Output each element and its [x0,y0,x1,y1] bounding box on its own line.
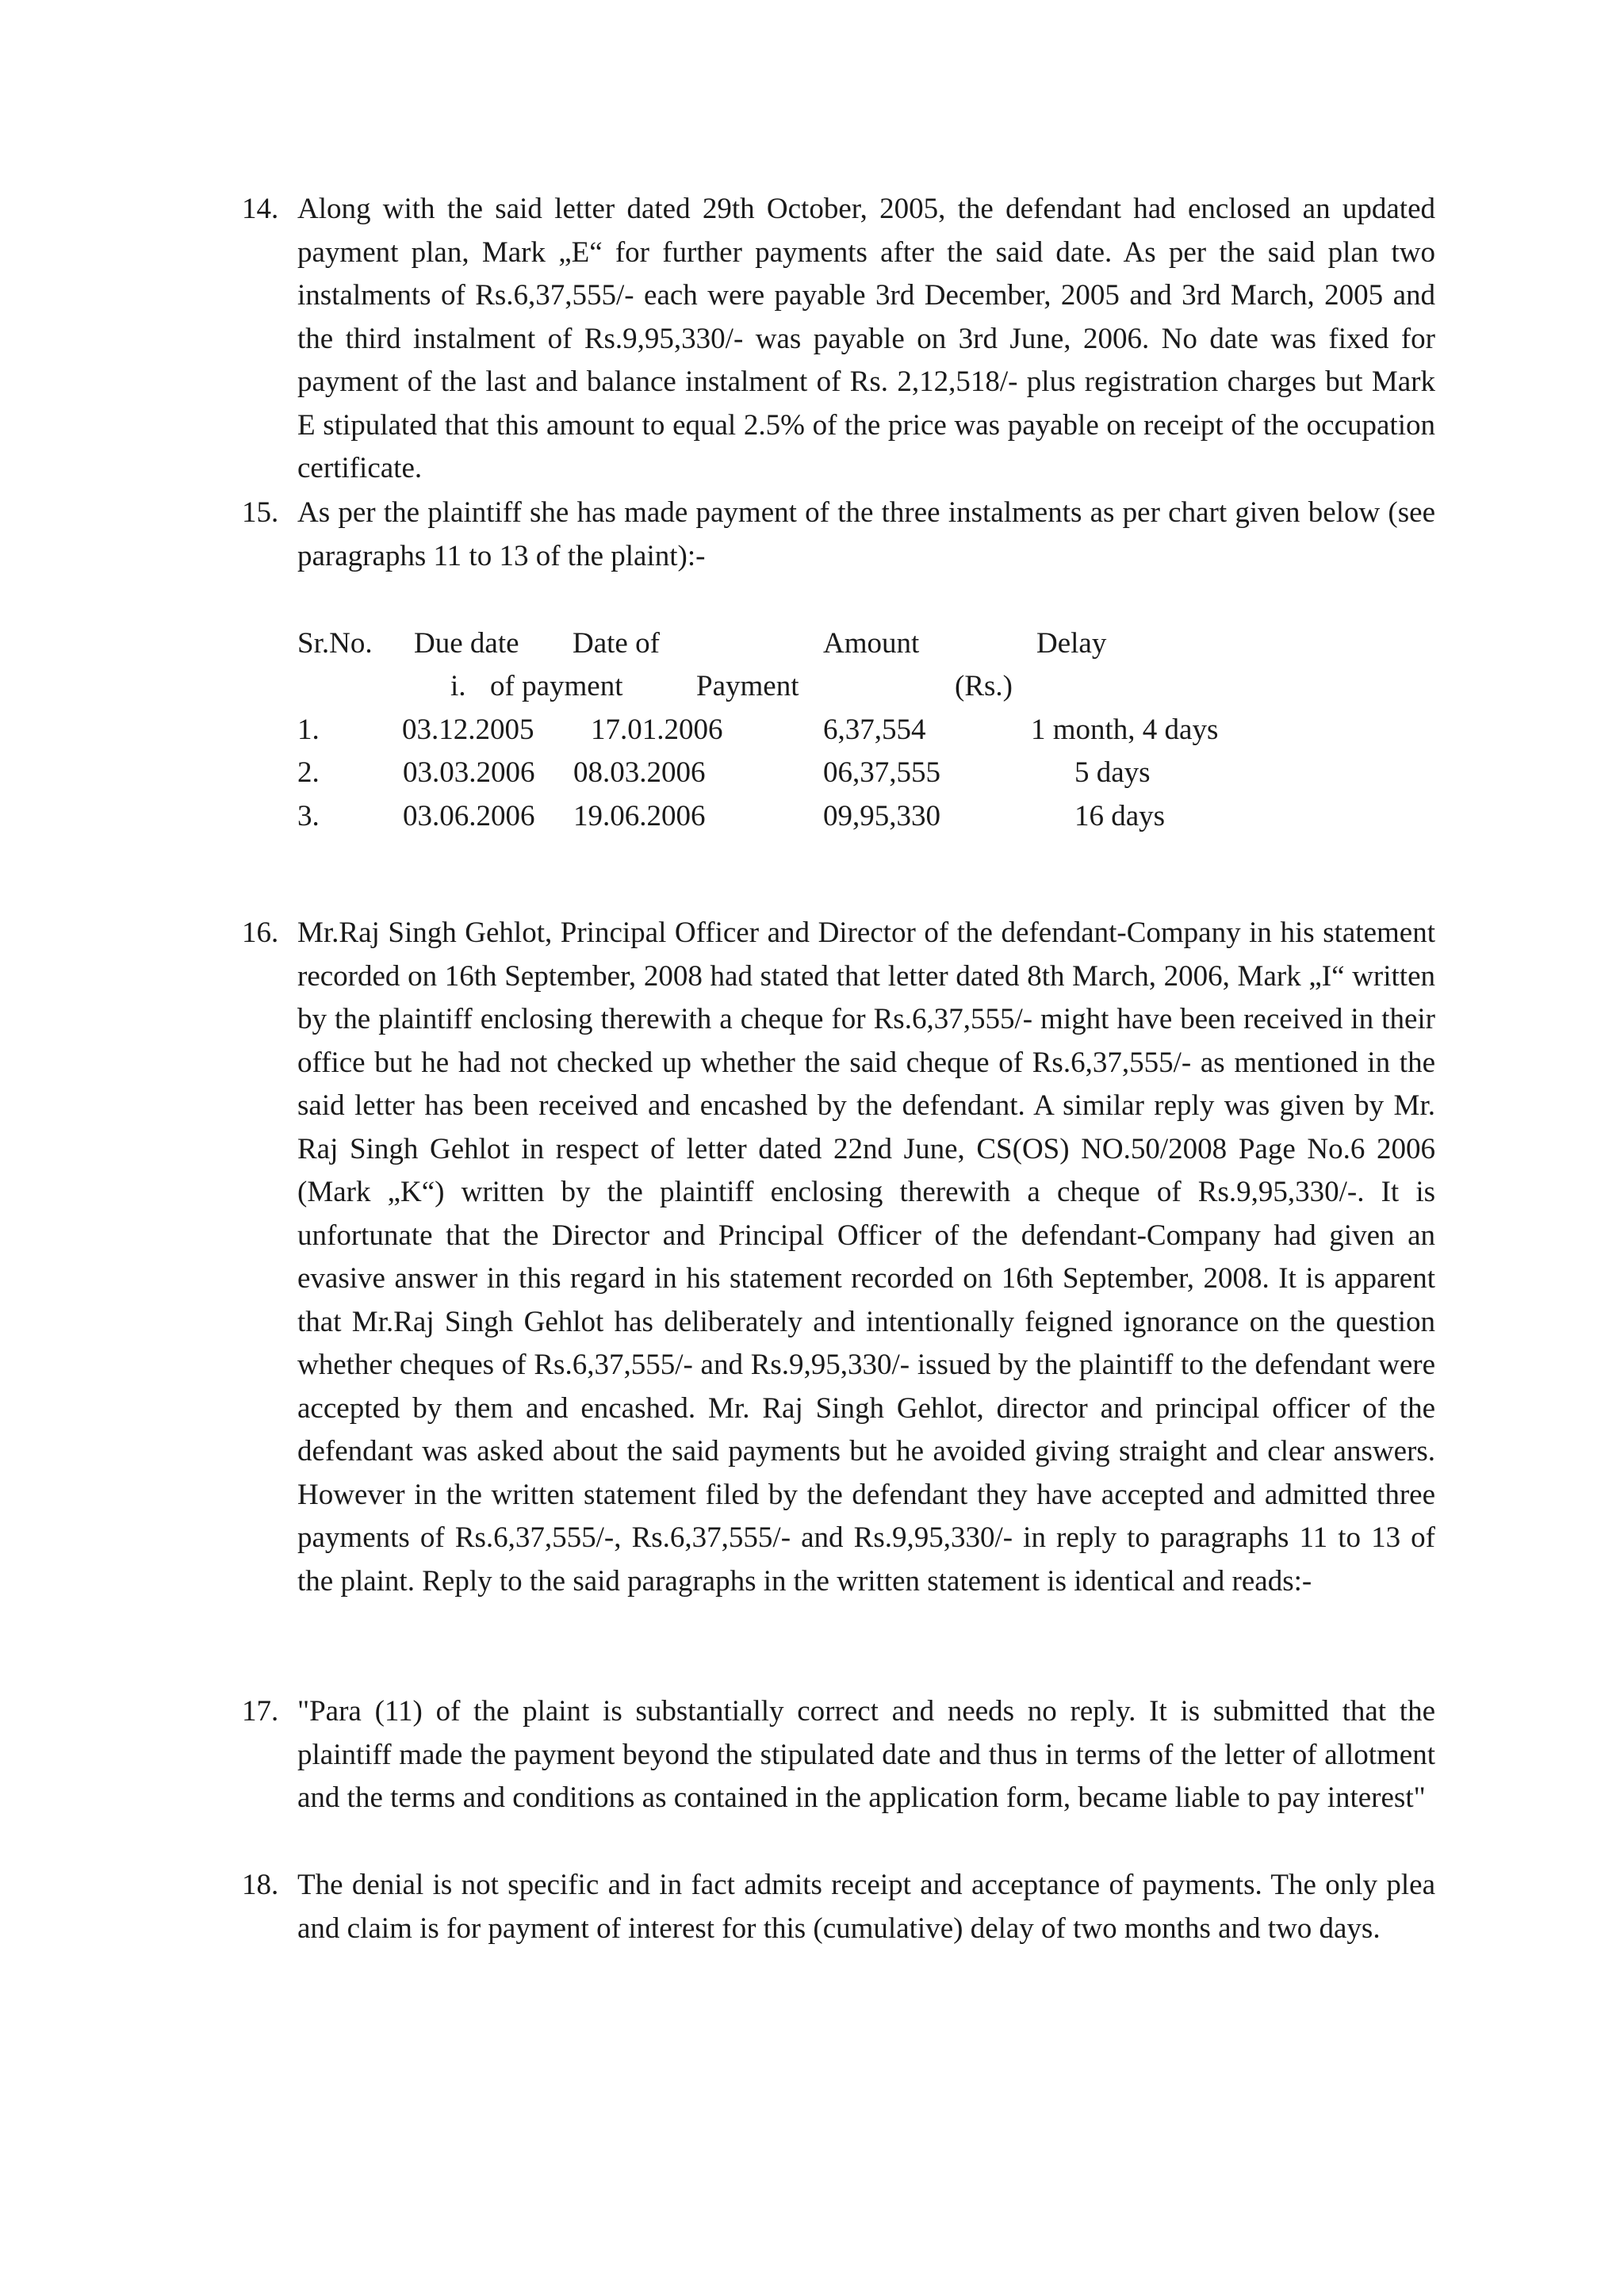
table-row-1-payment-date: 17.01.2006 [591,714,723,746]
header-delay: Delay [1036,627,1107,660]
paragraph-text: The denial is not specific and in fact admits receipt and acceptance of payments. The only plea and claim is for payment of interest for this (cumulative) delay of two months and two days. [297,1869,1435,1945]
paragraph-number: 17. [242,1695,279,1728]
header-rs: (Rs.) [955,670,1013,702]
table-row-1-due-date: 03.12.2005 [402,714,534,746]
paragraph-text: Mr.Raj Singh Gehlot, Principal Officer and Director of the defendant-Company in his statement recorded on 16th September, 2008 had stated that letter dated 8th March, 2006, Mark „I“ written by the plaintiff enclosing therewith a cheque for Rs.6,37,555/- might have been received in their office but he had not checked up whether the said cheque of Rs.6,37,555/- as mentioned in the said letter has been received and encashed by the defendant. A similar reply was given by Mr. Raj Singh Gehlot in respect of letter dated 22nd June, CS(OS) NO.50/2008 Page No.6 2006 (Mark „K“) written by the plaintiff enclosing therewith a cheque of Rs.9,95,330/-. It is unfortunate that the Director and Principal Officer of the defendant-Company had given an evasive answer in this regard in his statement recorded on 16th September, 2008. It is apparent that Mr.Raj Singh Gehlot has deliberately and intentionally feigned ignorance on the question whether cheques of Rs.6,37,555/- and Rs.9,95,330/- issued by the plaintiff to the defendant were accepted by them and encashed. Mr. Raj Singh Gehlot, director and principal officer of the defendant was asked about the said payments but he avoided giving straight and clear answers. However in the written statement filed by the defendant they have accepted and admitted three payments of Rs.6,37,555/-, Rs.6,37,555/- and Rs.9,95,330/- in reply to paragraphs 11 to 13 of the plaint. Reply to the said paragraphs in the written statement is identical and reads:- [297,916,1435,1598]
header-i: i. [450,670,466,702]
table-row-1-amount: 6,37,554 [823,714,926,746]
header-amount: Amount [823,627,920,660]
table-row-3-payment-date: 19.06.2006 [573,800,706,832]
table-row-3-amount: 09,95,330 [823,800,940,832]
table-row-2-delay: 5 days [1074,756,1151,789]
paragraph-number: 14. [242,193,279,225]
paragraph-text: "Para (11) of the plaint is substantially correct and needs no reply. It is submitted that the plaintiff made the payment beyond the stipulated date and thus in terms of the letter of allotment and the terms and conditions as contained in the application form, became liable to pay interest" [297,1695,1435,1814]
table-row-2-amount: 06,37,555 [823,756,940,789]
header-of-payment: of payment [490,670,623,702]
paragraph-16 [242,912,1435,1603]
table-row-3-sr: 3. [297,800,320,832]
header-sr-no: Sr.No. [297,627,373,660]
paragraph-number: 16. [242,916,279,949]
paragraph-18 [242,1864,1435,1950]
table-row-3-delay: 16 days [1074,800,1166,832]
header-payment: Payment [696,670,799,702]
table-row-2-sr: 2. [297,756,320,789]
paragraph-number: 15. [242,496,279,529]
header-date-of: Date of [573,627,660,660]
payment-table [297,622,1328,844]
header-due-date: Due date [414,627,519,660]
paragraph-number: 18. [242,1869,279,1901]
table-row-3-due-date: 03.06.2006 [403,800,535,832]
table-row-1-delay: 1 month, 4 days [1031,714,1219,746]
paragraph-14 [242,188,1435,491]
paragraph-17 [242,1690,1435,1820]
paragraph-text: As per the plaintiff she has made payment of the three instalments as per chart given below (see paragraphs 11 to 13 of the plaint):- [297,496,1435,572]
paragraph-text: Along with the said letter dated 29th October, 2005, the defendant had enclosed an updated payment plan, Mark „E“ for further payments after the said date. As per the said plan two instalments of Rs.6,37,555/- each were payable 3rd December, 2005 and 3rd March, 2005 and the third instalment of Rs.9,95,330/- was payable on 3rd June, 2006. No date was fixed for payment of the last and balance instalment of Rs. 2,12,518/- plus registration charges but Mark E stipulated that this amount to equal 2.5% of the price was payable on receipt of the occupation certificate. [297,193,1435,484]
table-row-2-due-date: 03.03.2006 [403,756,535,789]
table-row-2-payment-date: 08.03.2006 [573,756,706,789]
paragraph-15 [242,492,1435,578]
table-row-1-sr: 1. [297,714,320,746]
